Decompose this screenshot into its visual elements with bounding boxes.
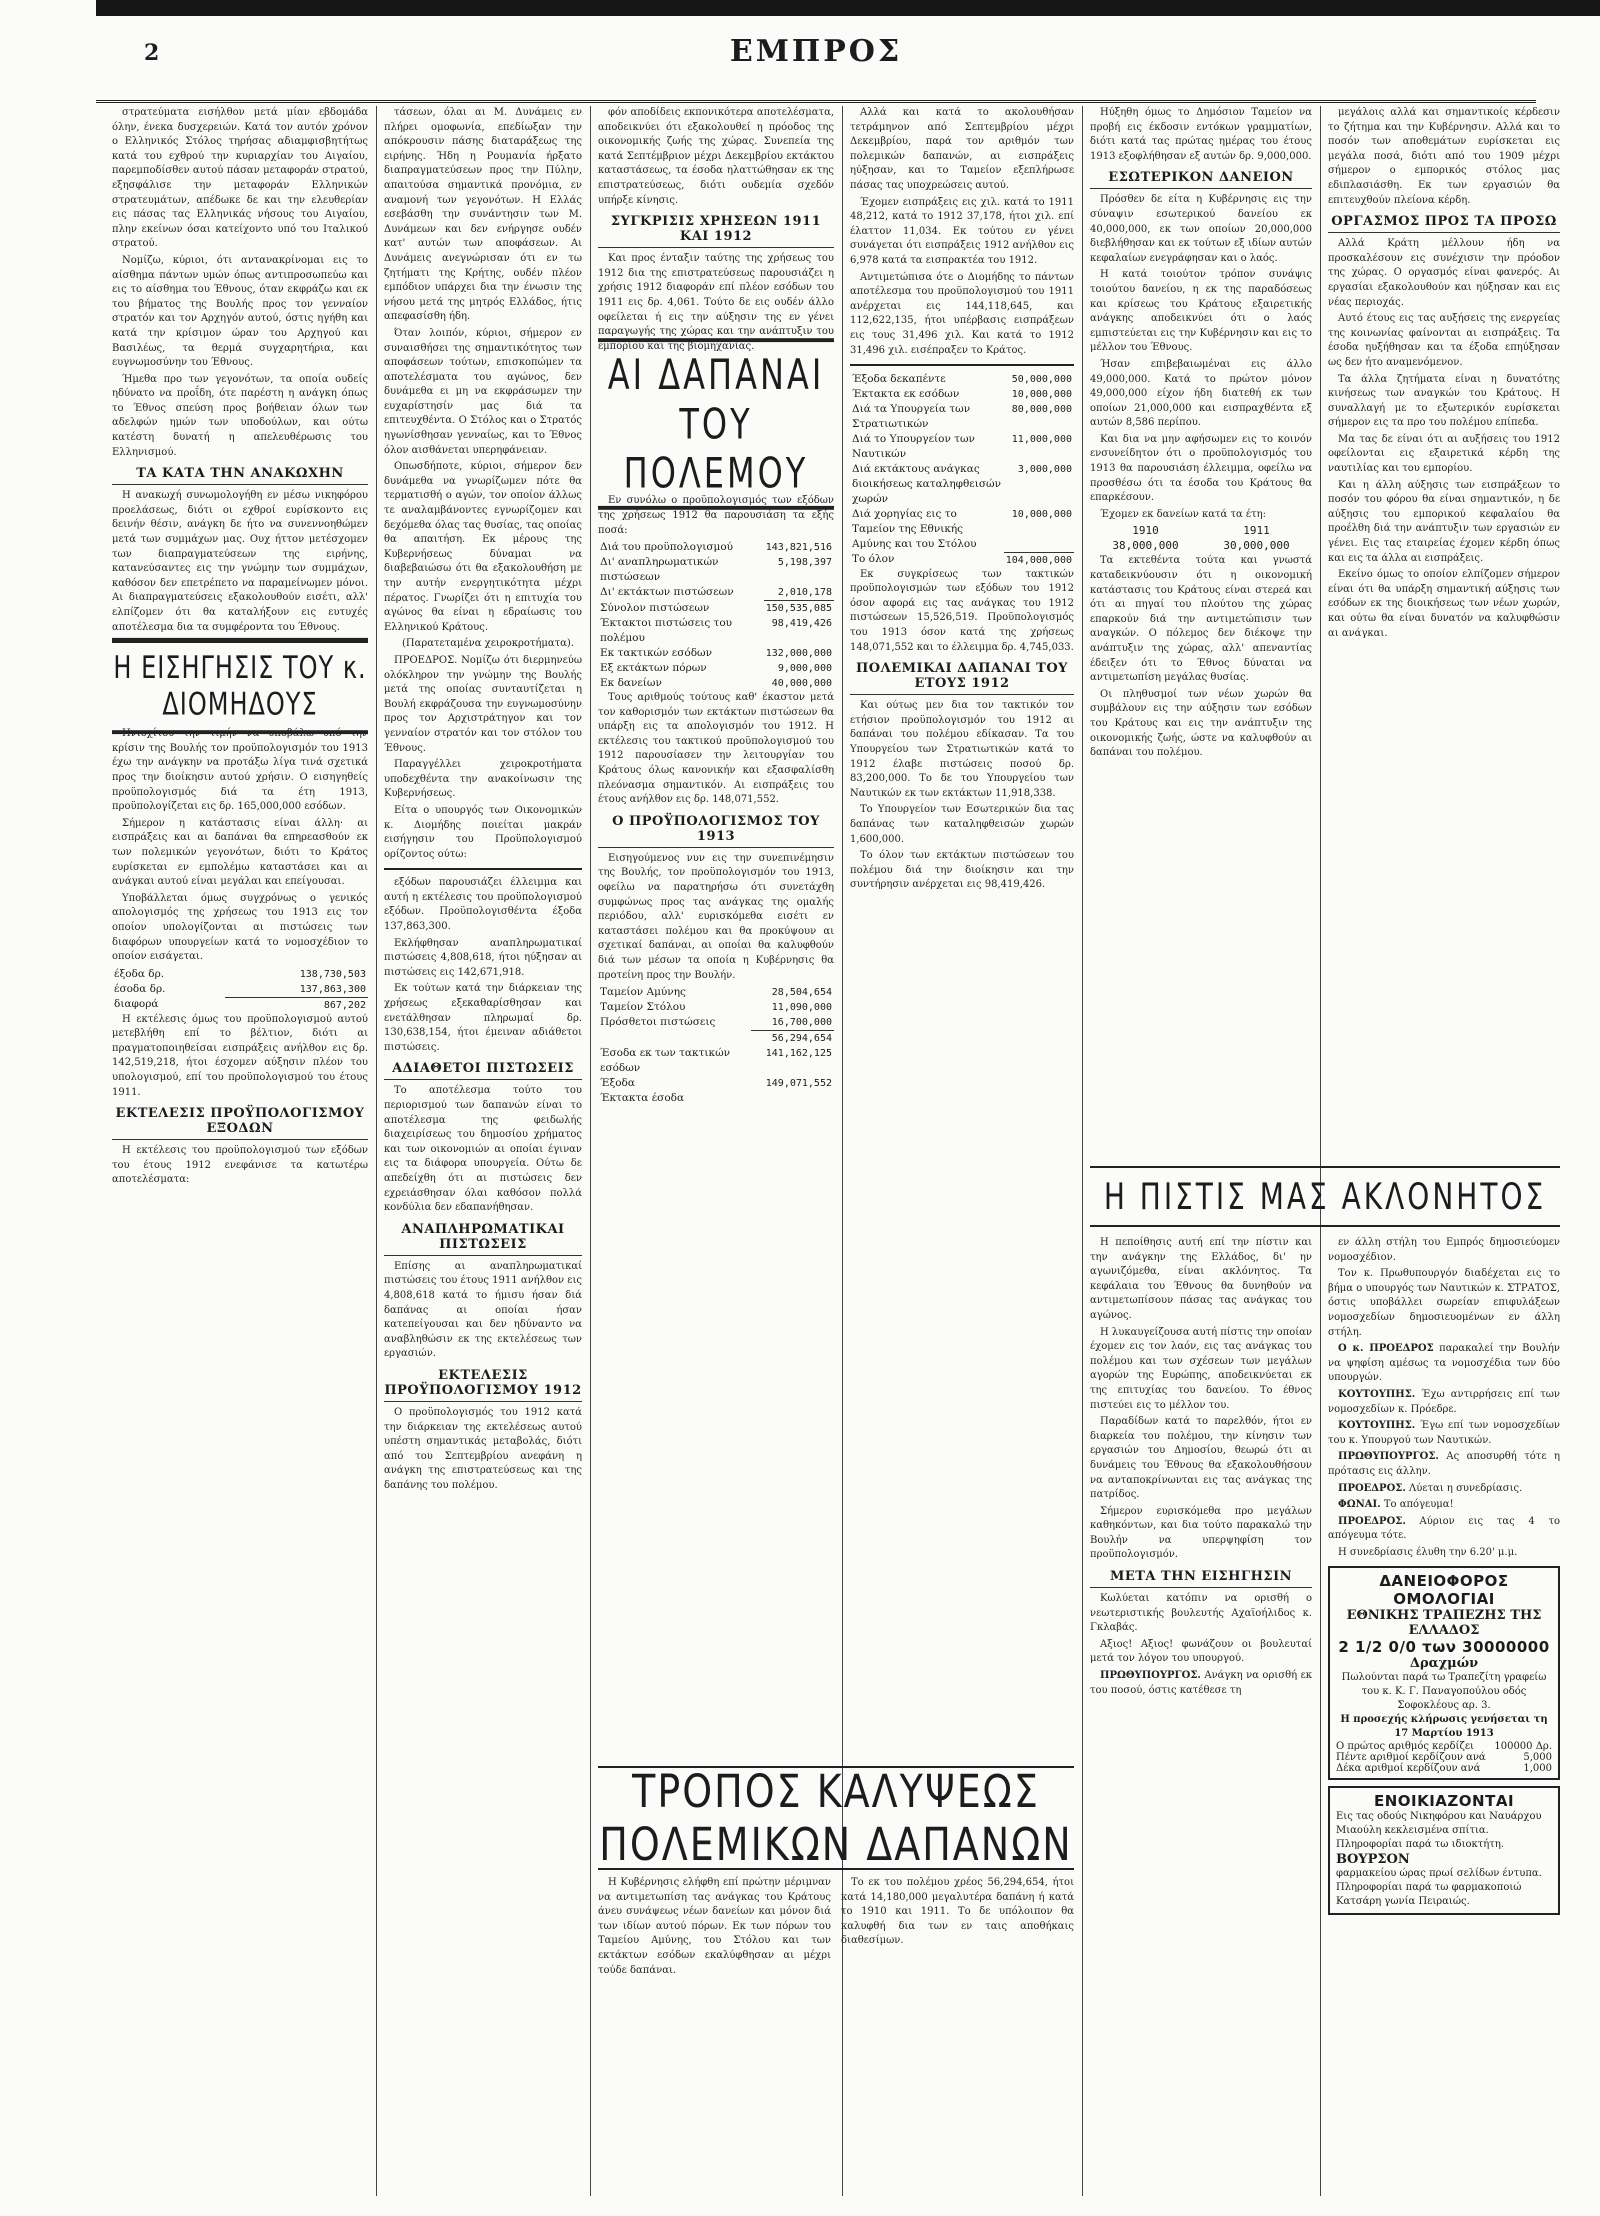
headline-war-expenses: ΑΙ ΔΑΠΑΝΑΙ ΤΟΥ ΠΟΛΕΜΟΥ bbox=[598, 339, 834, 511]
article-paragraph: Το Υπουργείον των Εσωτερικών δια τας δαπάνας των καταληφθεισών χωρών 1,600,000. bbox=[850, 804, 1074, 845]
article-paragraph: Έχομεν εκ δανείων κατά τα έτη: bbox=[1100, 508, 1266, 520]
article-paragraph: Παραδίδων κατά το παρελθόν, ήτοι εν διαρκεία του πολέμου, την κίνησιν των εργασιών του Δημοσίου, θεωρώ ότι αι δυνάμεις του Έθνους θα εξακολουθήσουν να ανταποκρίνωνται εις τας ανάγκας της πατρίδος. bbox=[1090, 1416, 1312, 1501]
column-6-lower bbox=[1328, 1236, 1560, 1915]
table-row: Διά το Υπουργείον των Ναυτικών 11,000,000 bbox=[852, 433, 1072, 461]
ad-heading: ΕΘΝΙΚΗΣ ΤΡΑΠΕΖΗΣ ΤΗΣ ΕΛΛΑΔΟΣ bbox=[1346, 1608, 1542, 1639]
column-rule bbox=[1320, 106, 1321, 2196]
speaker-line: ΠΡΩΘΥΠΟΥΡΓΟΣ. Ανάγκη να ορισθή εκ του ποσού, όστις κατέθεσε τη bbox=[1090, 1670, 1312, 1696]
headline-faith: Η ΠΙΣΤΙΣ ΜΑΣ ΑΚΛΟΝΗΤΟΣ bbox=[1103, 1175, 1547, 1218]
article-paragraph: Το εκ του πολέμου χρέος 56,294,654, ήτοι κατά 14,180,000 μεγαλυτέρα δαπάνη ή κατά το 1910 και 1911. Το δε υπόλοιπον θα καλυφθή δια των εν ταις αποθήκαις διαθεσίμων. bbox=[841, 1877, 1074, 1947]
table-row: Διά εκτάκτους ανάγκας διοικήσεως καταληφθεισών χωρών 3,000,000 bbox=[852, 463, 1072, 506]
article-paragraph: Και ούτως μεν δια τον τακτικόν τον ετήσιον προϋπολογισμόν του 1912 αι δαπάναι του πολέμου εδίκασαν. Τα του Υπουργείου των Στρατιωτικών κατά το 1912 έλαβε πιστώσεις ποσού δρ. 83,200,000. Το δε του Υπουργείου των Ναυτικών εκ των εκτάκτων 11,918,338. bbox=[850, 700, 1074, 799]
article-paragraph: Μα τας δε είναι ότι αι αυξήσεις του 1912 οφείλονται εις εξαιρετικά κέρδη της ναυτιλίας και του εμπορίου. bbox=[1328, 433, 1560, 475]
funds-ledger bbox=[598, 985, 834, 1046]
table-row: Έκτακτα εκ εσόδων 10,000,000 bbox=[852, 388, 1072, 401]
table-row: Πρόσθετοι πιστώσεις 16,700,000 bbox=[600, 1016, 832, 1029]
article-paragraph: Αλλά Κράτη μέλλουν ήδη να προσκαλέσουν εις συνέχισιν την πρόοδον της χώρας. Ο οργασμός είναι φανερός. Αι εργασίαι εξακολουθούν και ηύξησαν και εις νέας περιοχάς. bbox=[1328, 238, 1560, 308]
article-paragraph: Η πεποίθησις αυτή επί την πίστιν και την ανάγκην της Ελλάδος, δι' ην αγωνιζόμεθα, είναι ακλόνητος. Τα κεφάλαια του Έθνους θα δυνηθούν να αντιμετωπίσουν πάσας τας ανάγκας του αγώνος. bbox=[1090, 1237, 1312, 1321]
ad-heading: ΔΑΝΕΙΟΦΟΡΟΣ ΟΜΟΛΟΓΙΑΙ bbox=[1379, 1572, 1509, 1609]
article-paragraph: Σήμερον η κατάστασις είναι άλλη· αι εισπράξεις και αι δαπάναι θα επηρεασθούν εκ των πολεμικών γεγονότων, διότι το Κράτος ευρίσκεται εν εμπολέμω καταστάσει και αι ανάγκαι αυτού είναι μεγάλαι και επείγουσαι. bbox=[112, 817, 368, 888]
table-row: Έξοδα δεκαπέντε 50,000,000 bbox=[852, 373, 1072, 386]
section-heading: ΕΚΤΕΛΕΣΙΣ ΠΡΟΫΠΟΛΟΓΙΣΜΟΥ 1912 bbox=[384, 1368, 582, 1402]
headline-coverage: ΤΡΟΠΟΣ ΚΑΛΥΨΕΩΣ ΠΟΛΕΜΙΚΩΝ ΔΑΠΑΝΩΝ bbox=[599, 1765, 1073, 1871]
dialogue-line: Ο κ. ΠΡΟΕΔΡΟΣ παρακαλεί την Βουλήν να ψηφίση αμέσως τα νομοσχέδια των δύο υπουργών. bbox=[1328, 1343, 1560, 1384]
ad-heading: 2 1/2 0/0 των 30000000 bbox=[1338, 1638, 1550, 1657]
table-row: διαφορά 867,202 bbox=[114, 998, 366, 1011]
section-heading: ΟΡΓΑΣΜΟΣ ΠΡΟΣ ΤΑ ΠΡΟΣΩ bbox=[1328, 214, 1560, 233]
column-rule bbox=[1082, 106, 1083, 2196]
article-paragraph: Τους αριθμούς τούτους καθ' έκαστον μετά τον καθορισμόν των εκτάκτων πιστώσεων θα υπάρξη εις τα απολογισμόν του 1912. Η εκτέλεσις του τακτικού προϋπολογισμού του 1912 παρουσίασεν την λειτουργίαν του Κράτους όλως κανονικήν και εξασφαλίσθη πλεόνασμα σημαντικόν. Αι εισπράξεις του έτους ανήλθον εις δρ. 148,071,552. bbox=[598, 692, 834, 806]
article-paragraph: Η λυκαυγείζουσα αυτή πίστις την οποίαν έχομεν εις τον λαόν, εις τας ανάγκας του πολέμου και των σχέσεων των μεγάλων αγορών της Ευρώπης, αποδεικνύεται εκ της επιτυχίας του δανείου. Το έθνος πιστεύει εις το μέλλον του. bbox=[1090, 1326, 1312, 1411]
table-row: Έκτακτοι πιστώσεις του πολέμου 98,419,426 bbox=[600, 617, 832, 645]
section-heading: ΕΣΩΤΕΡΙΚΟΝ ΔΑΝΕΙΟΝ bbox=[1090, 170, 1312, 189]
article-paragraph: Οπωσδήποτε, κύριοι, σήμερον δεν δυνάμεθα να γνωρίζωμεν πότε θα τερματισθή ο αγών, τον οποίον άλλως τε αναλαμβάνοντες εγνωρίζομεν και δεχόμεθα όλας τας θυσίας, τας οποίας θα απαιτήση. Εκ μέρους της Κυβερνήσεως δύναμαι να διαβεβαιώσω ότι θα εξακολουθήση με την αυτήν ενεργητικότητα μέχρι πέρατος. Γνωρίζει ότι η επιτυχία του αγώνος θα είναι η εδραίωσις του Ελληνικού Κράτους. bbox=[384, 461, 582, 633]
dialogue-line: ΚΟΥΤΟΥΠΗΣ. Έγω επί των νομοσχεδίων του κ. Υπουργού των Ναυτικών. bbox=[1328, 1420, 1560, 1446]
table-row: Το όλον 104,000,000 bbox=[852, 553, 1072, 566]
article-paragraph: Το όλον των εκτάκτων πιστώσεων του πολέμου διά την διοίκησιν και την συντήρησιν ανέρχεται εις 98,419,426. bbox=[850, 850, 1074, 891]
table-row: έξοδα δρ. 138,730,503 bbox=[114, 967, 366, 980]
article-paragraph: Σήμερον ευρισκόμεθα προ μεγάλων καθηκόντων, και δια τούτο παρακαλώ την Βουλήν να υπερψηφίση τον προϋπολογισμόν. bbox=[1090, 1505, 1312, 1561]
article-paragraph: Ήσαν επιβεβαιωμέναι εις άλλο 49,000,000. Κατά το πρώτον μόνον 49,000,000 είχον ήδη διατεθή εκ των οποίων 21,000,000 και εισπραχθέντα εξ αυτών 8,586 περίπου. bbox=[1090, 358, 1312, 429]
ad-heading: ΕΝΟΙΚΙΑΖΟΝΤΑΙ bbox=[1373, 1792, 1515, 1811]
article-paragraph: Αξιος! Αξιος! φωνάζουν οι βουλευταί μετά τον λόγον του υπουργού. bbox=[1090, 1638, 1312, 1665]
article-paragraph: Ηύξηθη όμως το Δημόσιον Ταμείον να προβή εις έκδοσιν εντόκων γραμματίων, διότι κατά τας πρώτας ημέρας του έτους 1913 εξοφλήθησαν εξ αυτών δρ. 9,000,000. bbox=[1090, 107, 1312, 162]
table-row: Έξοδα 149,071,552 bbox=[600, 1077, 832, 1090]
column-4 bbox=[850, 106, 1074, 895]
applause-note: (Παρατεταμένα χειροκροτήματα). bbox=[401, 638, 575, 650]
closing-note: Η συνεδρίασις έλυθη την 6.20' μ.μ. bbox=[1338, 1546, 1518, 1558]
article-paragraph: Εισηγούμενος νυν εις την συνεπινέμησιν της Βουλής, τον προϋπολογισμόν του 1913, οφείλω να παρατηρήσω ότι συνετάχθη συμφώνως προς τας ανάγκας της ομαλής περιόδου, αλλ' ευρισκόμεθα εισέτι εν καταστάσει πολέμου και θα προκύψουν αι σχετικαί δαπάναι, αι οποίαι θα καλυφθούν διά των μέσων τα οποία η Κυβέρνησις θα προτείνη προς την Βουλήν. bbox=[598, 852, 834, 981]
article-paragraph: Ηνιοχίτου την τιμήν να υποβάλω υπό την κρίσιν της Βουλής τον προϋπολογισμόν του 1913 έχω την ανάγκην να προτάξω λίγα τινά σχετικά προς την διοίκησιν αυτού χρήσιν. Ο εισηγηθείς προϋπολογισμός διά τα έτη 1913, προϋπολογίζεται εις δρ. 165,000,000 εσόδων. bbox=[112, 728, 368, 813]
table-row: Έσοδα εκ των τακτικών εσόδων 141,162,125 bbox=[600, 1047, 832, 1075]
dialogue-line: ΚΟΥΤΟΥΠΗΣ. Έχω αντιρρήσεις επί των νομοσχεδίων κ. Πρόεδρε. bbox=[1328, 1388, 1560, 1415]
figures-table bbox=[112, 967, 368, 1013]
table-row: Διά χορηγίας εις το Ταμείον της Εθνικής Αμύνης και του Στόλου 10,000,000 bbox=[852, 508, 1072, 551]
prize-row: Ο πρώτος αριθμός κερδίζει 100000 Δρ. bbox=[1336, 1741, 1552, 1753]
article-paragraph: Όταν λοιπόν, κύριοι, σήμερον εν συναισθήσει της σημαντικότητος των αποφάσεων τούτων, επισκοπώμεν τα αποτελέσματα του αγώνος, δεν δυνάμεθα ει μη να εκφράσωμεν την ευχαρίστησίν μας διά τα επιτευχθέντα. Ο Στόλος και ο Στρατός ηγωνίσθησαν γενναίως, και το Έθνος όλον αισθάνεται υπερηφάνειαν. bbox=[384, 327, 582, 456]
section-heading: Ο ΠΡΟΫΠΟΛΟΓΙΣΜΟΣ ΤΟΥ 1913 bbox=[598, 814, 834, 848]
article-paragraph: Εκλήφθησαν αναπληρωματικαί πιστώσεις 4,808,618, ήτοι ηύξησαν αι πιστώσεις εις 142,671,918. bbox=[384, 937, 582, 978]
year-values-row: 38,000,000 30,000,000 bbox=[1112, 539, 1290, 553]
income-ledger bbox=[598, 1046, 834, 1106]
article-paragraph: Το αποτέλεσμα τούτο του περιορισμού των δαπανών είναι το αποτέλεσμα της φειδωλής διαχειρίσεως του δημοσίου χρήματος και των οικονομιών αι οποίαι έγιναν εις τα διάφορα υπουργεία. Ούτω δε απεδείχθη ότι αι πιστώσεις δεν εχρειάσθησαν όλαι καθόσον πολλά κονδύλια δεν εδαπανήθησαν. bbox=[384, 1085, 582, 1214]
ad-heading: Δραχμών bbox=[1409, 1656, 1479, 1672]
article-paragraph: Κωλύεται κατόπιν να ορισθή ο νεωτεριστικής βουλευτής Αχαϊοήλιδος κ. Γκλαβάς. bbox=[1090, 1593, 1312, 1634]
article-paragraph: τάσεων, όλαι αι Μ. Δυνάμεις εν πλήρει ομοφωνία, επεδίωξαν την απόκρουσιν πάσης διαταράξεως της ειρήνης. Ήδη η Ρουμανία ήρξατο διαπραγματεύσεων προς την Πύλην, απαιτούσα σημαντικά προνόμια, εν αναμονή των γεγονότων. Η Ελλάς εσεβάσθη την συνάντησιν των Μ. Δυνάμεων και δεν ενήργησε ουδέν κατ' αυτών των αποφάσεων. Αι Δυνάμεις ανεγνώρισαν ότι εν τω ζητήματι της Κρήτης, ουδέν πλέον εμπόδιον υπάρχει δια την ένωσιν της νήσου μετά της μητρός Ελλάδος, ήτις απεφασίσθη ήδη. bbox=[384, 107, 582, 323]
ad-heading: ΒΟΥΡΣΟΝ bbox=[1336, 1852, 1410, 1868]
article-paragraph: Τα άλλα ζητήματα είναι η δυνατότης κινήσεως των αναγκών του Κράτους. Η συναλλαγή με το εξωτερικόν ευρίσκεται σήμερον εις τα προ του πολέμου επίπεδα. bbox=[1328, 373, 1560, 429]
article-paragraph: Νομίζω, κύριοι, ότι αντανακρίνομαι εις το αίσθημα πάντων υμών όπως αντιπροσωπεύω και εις το αίσθημα του Έθνους, όταν εκφράζω και εκ του βήματος της Βουλής προς τον γενναίον στρατόν και τον Αρχηγόν αυτού, όστις ηγήθη και κατά την κρίσιμον ώραν του Αρχηγού και Βασιλέως, τα θερμά συγχαρητήρια, και ευγνωμοσύνην του Έθνους. bbox=[112, 254, 368, 369]
ad-text: Πωλούνται παρά τω Τραπεζίτη γραφείω του κ. Κ. Γ. Παναγοπούλου οδός Σοφοκλέους αρ. 3. bbox=[1341, 1672, 1547, 1712]
article-paragraph: Και προς ένταξιν ταύτης της χρήσεως του 1912 δια της επιστρατεύσεως παρουσιάζει η χρήσις 1912 διαφοράν επί πλέον εσόδων του 1911 εις δρ. 4,061. Τούτο δε εις ουδέν άλλο οφείλεται ή εις την αύξησιν της εν γένει παραγωγής της χώρας και την ανάπτυξιν του εμπορίου και της βιομηχανίας. bbox=[598, 253, 834, 352]
article-paragraph: Εκ συγκρίσεως των τακτικών προϋπολογισμών των εξόδων του 1912 όσον αφορά εις τας ανάγκας του 1912 πιστώσεων 15,526,519. Προϋπολογισμός του 1913 όσον κατά της χρήσεως 148,071,552 και το έλλειμμα δρ. 4,745,033. bbox=[850, 568, 1074, 653]
article-paragraph: Πρόσθεν δε είτα η Κυβέρνησις εις την σύναψιν εσωτερικού δανείου εκ 40,000,000, εκ των οποίων 20,000,000 διεβλήθησαν και εκ τούτων εξ ιδίων αυτών κεφαλαίων ενεγράφησαν και ο λαός. bbox=[1090, 194, 1312, 264]
prize-row: Πέντε αριθμοί κερδίζουν ανά 5,000 bbox=[1336, 1752, 1552, 1764]
table-row: Έκτακτα έσοδα bbox=[600, 1092, 685, 1105]
ad-text: Η προσεχής κλήρωσις γενήσεται τη 17 Μαρτίου 1913 bbox=[1340, 1714, 1548, 1740]
war-budget-ledger bbox=[850, 372, 1074, 568]
column-6 bbox=[1328, 106, 1560, 643]
article-paragraph: Είτα ο υπουργός των Οικονομικών κ. Διομήδης ποιείται μακράν εισήγησιν του Προϋπολογισμού ορίζοντος ούτω: bbox=[384, 804, 582, 860]
coverage-section bbox=[598, 1760, 1074, 1980]
column-1 bbox=[112, 106, 368, 1190]
article-paragraph: εξόδων παρουσιάζει έλλειμμα και αυτή η εκτέλεσις του προϋπολογισμού εξόδων. Προϋπολογισθέντα έξοδα 137,863,300. bbox=[384, 877, 582, 933]
masthead bbox=[96, 26, 1536, 103]
dialogue-line: ΠΡΩΘΥΠΟΥΡΓΟΣ. Ας αποσυρθή τότε η πρότασις εις άλλην. bbox=[1328, 1451, 1560, 1477]
column-5-lower bbox=[1090, 1236, 1312, 1700]
table-row: Διά του προϋπολογισμού 143,821,516 bbox=[600, 541, 832, 554]
table-row: Ταμείον Στόλου 11,090,000 bbox=[600, 1001, 832, 1014]
section-heading: ΜΕΤΑ ΤΗΝ ΕΙΣΗΓΗΣΙΝ bbox=[1090, 1569, 1312, 1588]
ad-text: Εις τας οδούς Νικηφόρου και Ναυάρχου Μιαούλη κεκλεισμένα σπίτια. Πληροφορίαι παρά τω ιδιοκτήτη. bbox=[1336, 1811, 1542, 1851]
table-row: Διά τα Υπουργεία των Στρατιωτικών 80,000,000 bbox=[852, 403, 1072, 431]
article-paragraph: Και δια να μην αφήσωμεν εις το κοινόν ενσυνείδητον ότι ο προϋπολογισμός του 1913 θα παρουσιάση έλλειμμα, οφείλω να προσθέσω ότι τα έσοδα του Κράτους θα επαρκέσουν. bbox=[1090, 433, 1312, 504]
prize-row: Δέκα αριθμοί κερδίζουν ανά 1,000 bbox=[1336, 1763, 1552, 1775]
section-heading: ΠΟΛΕΜΙΚΑΙ ΔΑΠΑΝΑΙ ΤΟΥ ΕΤΟΥΣ 1912 bbox=[850, 661, 1074, 695]
table-row: έσοδα δρ. 137,863,300 bbox=[114, 982, 366, 995]
faith-section bbox=[1090, 1160, 1560, 1233]
article-paragraph: Ήμεθα προ των γεγονότων, τα οποία ουδείς ηδύνατο να προΐδη, ότε παρέστη η ανάγκη όπως το Έθνος σπεύση προς βοήθειαν όλων των αδελφών ημών των υποδούλων, και ούτω κατέστη δυνατή η απελευθέρωσις του Ελληνισμού. bbox=[112, 373, 368, 458]
article-paragraph: Εκείνο όμως το οποίον ελπίζομεν σήμερον είναι ότι θα υπάρξη σημαντική αύξησις των εσόδων εκ της διοικήσεως των νέων χωρών, και ούτω θα είναι δυνατόν να καλυφθώσιν αι ανάγκαι. bbox=[1328, 569, 1560, 639]
article-paragraph: φόν αποδίδεις εκπονικότερα αποτελέσματα, αποδεικνύει ότι εξακολουθεί η πρόοδος της οικονομικής ζωής της χώρας. Συνεπεία της κατά Σεπτέμβριον μέχρι Δεκεμβρίου εκτάκτου καταστάσεως, τα έσοδα ηλαττώθησαν εκ της επιστρατεύσεως, διότι ουδεμία σχεδόν υπήρξε κίνησις. bbox=[598, 107, 834, 206]
column-2 bbox=[384, 106, 582, 1495]
column-rule bbox=[376, 106, 377, 2196]
page-number: 2 bbox=[144, 40, 160, 66]
top-black-bar bbox=[96, 0, 1600, 16]
year-row: 1910 1911 bbox=[1132, 524, 1270, 538]
article-paragraph: Αλλά και κατά το ακολουθήσαν τετράμηνον από Σεπτεμβρίου μέχρι Δεκεμβρίου, παρά τον αριθμόν των πολεμικών δαπανών, αι εισπράξεις ηύξησαν, και το Ταμείον εξεπλήρωσε πάσας τας υποχρεώσεις αυτού. bbox=[850, 107, 1074, 191]
rental-advertisement bbox=[1328, 1786, 1560, 1915]
column-3 bbox=[598, 106, 834, 1106]
divider bbox=[384, 868, 582, 870]
expense-ledger bbox=[598, 540, 834, 691]
headline-diomidis-report: Η ΕΙΣΗΓΗΣΙΣ ΤΟΥ κ. ΔΙΟΜΗΔΟΥΣ bbox=[112, 638, 368, 734]
article-paragraph: Έχομεν εισπράξεις εις χιλ. κατά το 1911 48,212, κατά το 1912 37,178, ήτοι χιλ. επί έλαττον 11,034. Εκ τούτου εν γένει συνάγεται ότι εισπράξεις 1912 ανήλθον εις 6,978 κατά τα εισπρακτέα του 1912. bbox=[850, 196, 1074, 266]
article-paragraph: Υποβάλλεται όμως συγχρόνως ο γενικός απολογισμός της χρήσεως του 1913 εις τον οποίον υπολογίζονται αι πιστώσεις των διαφόρων υπουργείων κατά το νομοσχέδιον το οποίον εισάγεται. bbox=[112, 892, 368, 963]
table-row: Εκ δανείων 40,000,000 bbox=[600, 677, 832, 690]
article-paragraph: Η εκτέλεσις του προϋπολογισμού των εξόδων του έτους 1912 ενεφάνισε τα κατωτέρω αποτελέσματα: bbox=[112, 1145, 368, 1186]
section-heading: ΕΚΤΕΛΕΣΙΣ ΠΡΟΫΠΟΛΟΓΙΣΜΟΥ ΕΞΟΔΩΝ bbox=[112, 1106, 368, 1140]
article-paragraph: Παραγγέλλει χειροκροτήματα υποδεχθέντα την ανακοίνωσιν της Κυβερνήσεως. bbox=[384, 759, 582, 800]
article-paragraph: Η ανακωχή συνωμολογήθη εν μέσω νικηφόρου προελάσεως, διότι οι εχθροί ευρίσκοντο εις δεινήν θέσιν, ανάγκη δε ήτο να συνεννοηθώμεν μετά των συμμάχων μας. Ουχ ήττον μετέσχομεν των διαπραγματεύσεων της ειρήνης, κατανεύσαντες εις την γνώμην των συμμάχων, καθόσον δεν επετρέπετο να παραμείνωμεν μόνοι. Αι διαπραγματεύσεις εξακολουθούν εισέτι, αλλ' ελπίζομεν ότι θα καταλήξουν εις ευτυχές αποτέλεσμα δια τα συμφέροντα του Έθνους. bbox=[112, 490, 368, 633]
section-heading: ΤΑ ΚΑΤΑ ΤΗΝ ΑΝΑΚΩΧΗΝ bbox=[112, 466, 368, 485]
section-heading: ΑΔΙΑΘΕΤΟΙ ΠΙΣΤΩΣΕΙΣ bbox=[384, 1061, 582, 1080]
article-paragraph: μεγάλοις αλλά και σημαντικοίς κέρδεσιν το ζήτημα και την Κυβέρνησιν. Αλλά και το ποσόν των αποθεμάτων ευρίσκεται εις μεγάλα ποσά, διότι από του 1909 μέχρι σήμερον ο εμπορικός στόλος μας εδιπλασιάσθη. Εκ των εργασιών θα επιτευχθούν πλείονα κέρδη. bbox=[1328, 107, 1560, 206]
article-paragraph: Αντιμετώπισα ότε ο Διομήδης το πάντων αποτέλεσμα του προϋπολογισμού του 1911 ανέρχεται εις 144,118,645, και 112,622,135, ήτοι υπέρβασις εισπράξεων εις τους 31,496 χιλ. Και κατά το 1912 31,496 χιλ. εισέπραξεν το Κράτος. bbox=[850, 271, 1074, 356]
article-paragraph: Τον κ. Πρωθυπουργόν διαδέχεται εις το βήμα ο υπουργός των Ναυτικών κ. ΣΤΡΑΤΟΣ, όστις υποβάλλει σωρείαν επιφυλάξεων νομοσχεδίων δημοσιευομένων εν άλλη στήλη. bbox=[1328, 1268, 1560, 1338]
article-paragraph: Τα εκτεθέντα τούτα και γνωστά καταδεικνύουσιν ότι η οικονομική κατάστασις του Κράτους είναι στερεά και ότι αι πηγαί του πλούτου της χώρας επαρκούν διά την αντιμετώπισιν των αναγκών. Ο πόλεμος δεν διέκοψε την ανάπτυξιν της χώρας, αλλ' απεναντίας έδειξεν ότι το Έθνος δύναται να αντιμετωπίση μεγάλας θυσίας. bbox=[1090, 555, 1312, 684]
table-row: 56,294,654 bbox=[598, 1031, 834, 1047]
dialogue-line: ΦΩΝΑΙ. Το απόγευμα! bbox=[1338, 1499, 1454, 1511]
table-row: Σύνολον πιστώσεων 150,535,085 bbox=[600, 601, 832, 615]
bond-advertisement bbox=[1328, 1566, 1560, 1780]
article-paragraph: Εν συνόλω ο προϋπολογισμός των εξόδων της χρήσεως 1912 θα παρουσιάση τα εξής ποσά: bbox=[598, 495, 834, 536]
table-row: Εκ τακτικών εσόδων 132,000,000 bbox=[600, 647, 832, 660]
newspaper-title: ΕΜΠΡΟΣ bbox=[729, 34, 903, 69]
section-heading: ΑΝΑΠΛΗΡΩΜΑΤΙΚΑΙ ΠΙΣΤΩΣΕΙΣ bbox=[384, 1222, 582, 1256]
column-5 bbox=[1090, 106, 1312, 763]
dialogue-line: ΠΡΟΕΔΡΟΣ. Λύεται η συνεδρίασις. bbox=[1338, 1482, 1523, 1494]
article-paragraph: Ο προϋπολογισμός του 1912 κατά την διάρκειαν της εκτελέσεως αυτού υπέστη σημαντικάς μεταβολάς, διότι από του Σεπτεμβρίου ανεφάνη η ανάγκη της επιστρατεύσεως και της δαπάνης του πολέμου. bbox=[384, 1406, 582, 1491]
article-paragraph: Η Κυβέρνησις ελήφθη επί πρώτην μέριμναν να αντιμετωπίση τας ανάγκας του Κράτους άνευ συνάψεως νέων δανείων και μόνον διά των ιδίων αυτού πόρων. Εκ των πόρων του Ταμείου Αμύνης, του Στόλου και των εκτάκτων εσόδων εκαλύφθησαν αι μέχρι τούδε δαπάναι. bbox=[598, 1877, 831, 1976]
ad-text: φαρμακείου ώρας πρωί σελίδων έντυπα. Πληροφορίαι παρά τω φαρμακοποιώ Κατσάρη γωνία Πειραιώς. bbox=[1336, 1868, 1542, 1908]
article-paragraph: Οι πληθυσμοί των νέων χωρών θα συμβάλουν εις την αύξησιν των εσόδων του Κράτους και εις την ανάπτυξιν της οικονομικής ζωής, ώστε να καλυφθούν αι δαπάναι του πολέμου. bbox=[1090, 688, 1312, 759]
article-paragraph: Επίσης αι αναπληρωματικαί πιστώσεις του έτους 1911 ανήλθον εις 4,808,618 κατά το ήμισυ ήσαν διά δαπάνας αι οποίαι ήσαν κατεπείγουσαι και δεν ηδύναντο να αναβληθώσιν εκ της εκτελέσεως των εργασιών. bbox=[384, 1260, 582, 1360]
article-paragraph: Η εκτέλεσις όμως του προϋπολογισμού αυτού μετεβλήθη επί το βέλτιον, διότι αι πραγματοποιηθείσαι εισπράξεις ανήλθον εις δρ. 142,519,218, ήτοι έσχομεν αύξησιν πλέον του υπολογισμού, επί του προϋπολογισμού του έτους 1911. bbox=[112, 1013, 368, 1098]
divider bbox=[850, 364, 1074, 366]
dialogue-line: ΠΡΟΕΔΡΟΣ. Αύριον εις τας 4 το απόγευμα τότε. bbox=[1328, 1515, 1561, 1542]
article-paragraph: Εκ τούτων κατά την διάρκειαν της χρήσεως εξεκαθαρίσθησαν και ενετάλθησαν πληρωμαί δρ. 130,638,154, ήτοι έμειναν αδιάθετοι πιστώσεις. bbox=[384, 983, 582, 1053]
article-paragraph: Αυτό έτους εις τας αυξήσεις της ενεργείας της κοινωνίας φαίνονται αι εισπράξεις. Τα έσοδα ηυξήθησαν και τα έξοδα επηύξησαν ως δεν ήτο αναμενόμενον. bbox=[1328, 313, 1560, 368]
table-row: Ταμείον Αμύνης 28,504,654 bbox=[600, 986, 832, 999]
table-row: Εξ εκτάκτων πόρων 9,000,000 bbox=[600, 662, 832, 675]
table-row: Δι' αναπληρωματικών πιστώσεων 5,198,397 bbox=[600, 556, 832, 584]
section-heading: ΣΥΓΚΡΙΣΙΣ ΧΡΗΣΕΩΝ 1911 ΚΑΙ 1912 bbox=[598, 214, 834, 248]
article-paragraph: Και η άλλη αύξησις των εισπράξεων το ποσόν του φόρου θα είναι σημαντικόν, η δε αύξησις του εμπορικού κεφαλαίου θα προέλθη διά την ανάπτυξιν των εργασιών εν γένει. Εις τας εταιρείας έχομεν κέρδη όπως και εις τα άλλα αι εισπράξεις. bbox=[1328, 479, 1560, 564]
column-rule bbox=[590, 106, 591, 2196]
article-paragraph: στρατεύματα εισήλθον μετά μίαν εβδομάδα όλην, ένεκα δυσχερειών. Κατά τον αυτόν χρόνον ο Ελληνικός Στόλος τηρήσας αδιαμφισβητήτως κατά του εχθρού την κυριαρχίαν του Αιγαίου, παρεμποδίσθεν αυτού πάσαν μεταφοράν στρατού, εξησφάλισε την μεταφοράν Ελληνικών στρατευμάτων, απέδωκε δε και την ελευθερίαν εις πάσας τας Ελληνικάς νήσους του Αιγαίου, πλην εκείνων όσαι κατείχοντο υπό του Ιταλικού στρατού. bbox=[112, 107, 368, 250]
article-paragraph: Η κατά τοιούτον τρόπον συνάψις τοιούτου δανείου, η εκ της παραδόσεως και κρίσεως του Κράτους εξαιρετικής ανάγκης αποδεικνύει ότι ο λαός εμπιστεύεται εις την Κυβέρνησιν και εις το μέλλον του Έθνους. bbox=[1090, 269, 1312, 354]
article-paragraph: εν άλλη στήλη του Εμπρός δημοσιεύομεν νομοσχέδιον. bbox=[1328, 1237, 1560, 1263]
article-paragraph: ΠΡΟΕΔΡΟΣ. Νομίζω ότι διερμηνεύω ολόκληρον την γνώμην της Βουλής μετά της οποίας συνταυτίζεται η Βουλή εκφράζουσα την ευγνωμοσύνην προς τον Αρχιστράτηγον και τον γενναίον στρατόν και τον στόλον του Έθνους. bbox=[384, 654, 582, 754]
table-row: Δι' εκτάκτων πιστώσεων 2,010,178 bbox=[600, 586, 832, 599]
